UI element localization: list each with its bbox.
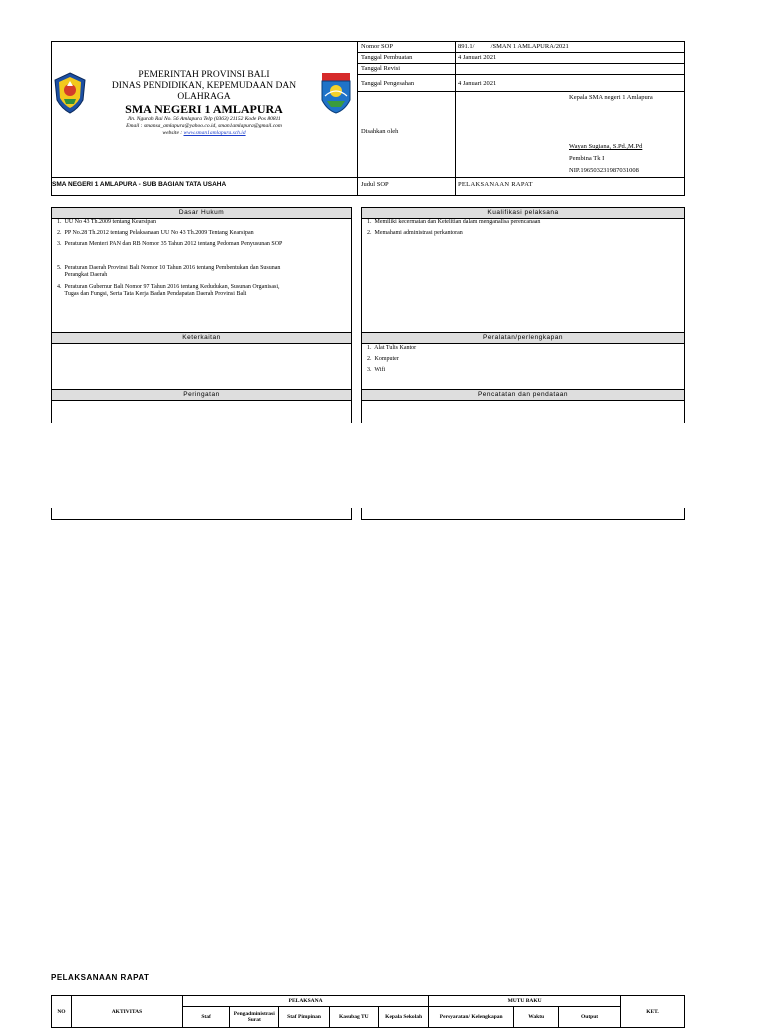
judul-sop-label: Judul SOP	[361, 181, 389, 188]
keterkaitan-title: Keterkaitan	[52, 332, 351, 344]
col-output: Output	[559, 1007, 621, 1028]
unit-line: SMA NEGERI 1 AMLAPURA - SUB BAGIAN TATA USAHA	[52, 181, 227, 188]
col-kepala-sekolah: Kepala Sekolah	[378, 1007, 428, 1028]
process-table	[51, 995, 685, 1028]
col-ket: KET.	[621, 996, 685, 1028]
peralatan-item: 3. Wifi	[367, 367, 386, 373]
col-pengadministrasi: Pengadministrasi Surat	[230, 1007, 279, 1028]
peralatan-item: 2. Komputer	[367, 356, 399, 362]
pencatatan-title: Pencatatan dan pendataan	[362, 389, 684, 401]
signer-rank: Pembina Tk I	[569, 155, 605, 162]
website-link[interactable]: www.sman1amlapura.sch.id	[183, 130, 246, 136]
bali-province-emblem-icon	[53, 72, 87, 114]
dasar-hukum-item: Tugas dan Fungsi, Serta Tata Kerja Badan Pendapatan Daerah Provinsi Bali	[57, 291, 247, 297]
peralatan-item: 1. Alat Tulis Kantor	[367, 345, 417, 351]
dasar-hukum-title: Dasar Hukum	[52, 207, 351, 219]
dasar-hukum-item: 4. Peraturan Gubernur Bali Nomor 97 Tahun 2016 tentang Kedudukan, Susunan Organisasi,	[57, 284, 280, 290]
dasar-hukum-item: 1. UU No 43 Th.2009 tentang Kearsipan	[57, 219, 157, 225]
email-line: Email : smansa_amlapura@yahoo.co.id, sman1amlapura@gmail.com	[126, 123, 282, 129]
info-col-divider	[455, 41, 456, 196]
dasar-hukum-item: 3. Peraturan Menteri PAN dan RB Nomor 35 Tahun 2012 tentang Pedoman Penyusunan SOP	[57, 241, 283, 247]
kualifikasi-item: 1. Memiliki kecermatan dan Ketelitian dalam menganalisa perencanaan	[367, 219, 541, 225]
col-persyaratan: Persyaratan/ Kelengkapan	[429, 1007, 514, 1028]
signer-name: Wayan Sugiana, S.Pd.,M.Pd	[569, 143, 643, 150]
col-no: NO	[52, 996, 72, 1028]
info-row-line-4	[357, 91, 685, 92]
website-row	[88, 130, 320, 137]
gov-line: PEMERINTAH PROVINSI BALI	[138, 70, 270, 80]
address-line: Jln. Ngurah Rai No. 56 Amlapura Telp (0363) 21152 Kode Pos 80811	[127, 116, 281, 122]
right-bottom-line	[361, 519, 685, 520]
tanggal-pembuatan-label: Tanggal Pembuatan	[361, 54, 413, 61]
process-title: PELAKSANAAN RAPAT	[51, 973, 150, 982]
tanggal-pengesahan-label: Tanggal Pengesahan	[361, 80, 415, 87]
kualifikasi-item: 2. Memahami administrasi perkantoran	[367, 230, 463, 236]
left-bottom-line	[51, 519, 352, 520]
col-pelaksana: PELAKSANA	[182, 996, 428, 1007]
tanggal-revisi-label: Tanggal Revisi	[361, 65, 401, 72]
signer-title: Kepala SMA negeri 1 Amlapura	[569, 94, 653, 101]
nomor-sop-label: Nomor SOP	[361, 43, 393, 50]
col-waktu: Waktu	[514, 1007, 559, 1028]
peralatan-title: Peralatan/perlengkapan	[362, 332, 684, 344]
info-row-line-2	[357, 63, 685, 64]
disahkan-label: Disahkan oleh	[361, 128, 399, 135]
header-bottom-divider	[51, 177, 685, 178]
dasar-hukum-item: 5. Peraturan Daerah Provinsi Bali Nomor 10 Tahun 2016 tentang Pembentukan dan Susunan	[57, 265, 281, 271]
karangasem-regency-emblem-icon	[319, 72, 353, 114]
header-divider	[357, 41, 358, 196]
nomor-sop-value: 891.1/ /SMAN 1 AMLAPURA/2021	[458, 43, 569, 50]
letterhead	[88, 70, 320, 137]
signer-nip: NIP.196503231987031008	[569, 167, 639, 174]
peringatan-title: Peringatan	[52, 389, 351, 401]
dept-line: DINAS PENDIDIKAN, KEPEMUDAAN DAN OLAHRAGA	[111, 81, 297, 102]
website-label: website :	[162, 130, 183, 136]
dasar-hukum-item: Perangkat Daerah	[57, 272, 108, 278]
right-section-gap	[360, 423, 686, 508]
info-row-line-3	[357, 74, 685, 75]
dasar-hukum-item: 2. PP No.28 Th.2012 tentang Pelaksanaan UU No 43 Th.2009 Tentang Kearsipan	[57, 230, 254, 236]
tanggal-pembuatan-value: 4 Januari 2021	[458, 54, 497, 61]
kualifikasi-title: Kualifikasi pelaksana	[362, 207, 684, 219]
judul-sop-value: PELAKSANAAN RAPAT	[458, 181, 533, 188]
left-section-gap	[50, 423, 353, 508]
col-mutu-baku: MUTU BAKU	[429, 996, 621, 1007]
info-row-line-1	[357, 52, 685, 53]
col-staf: Staf	[182, 1007, 229, 1028]
school-line: SMA NEGERI 1 AMLAPURA	[125, 102, 283, 116]
col-kasubag: Kasubag TU	[329, 1007, 378, 1028]
col-aktivitas: AKTIVITAS	[71, 996, 182, 1028]
tanggal-pengesahan-value: 4 Januari 2021	[458, 80, 497, 87]
col-staf-pimpinan: Staf Pimpinan	[279, 1007, 329, 1028]
